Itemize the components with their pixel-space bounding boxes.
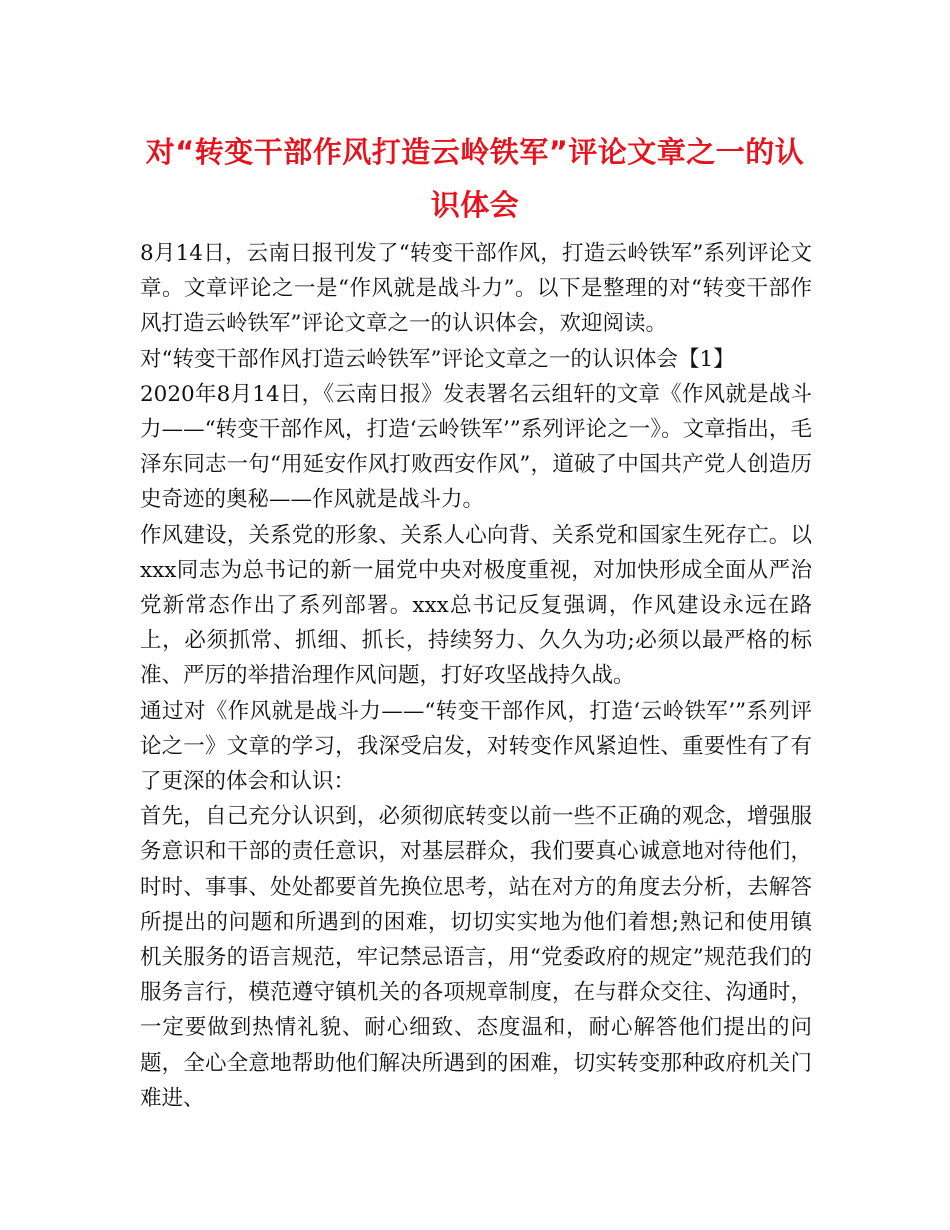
paragraph-work-style: 作风建设，关系党的形象、关系人心向背、关系党和国家生死存亡。以xxx同志为总书记的新一届党中央对极度重视，对加快形成全面从严治党新常态作出了系列部署。xxx总书记反复强调，作风建设永远在路上，必须抓常、抓细、抓长，持续努力、久久为功;必须以最严格的标准、严厉的举措治理作风问题，打好攻坚战持久战。 bbox=[140, 522, 812, 689]
paragraph-learning: 通过对《作风就是战斗力——“转变干部作风，打造‘云岭铁军’”系列评论之一》文章的学习，我深受启发，对转变作风紧迫性、重要性有了有了更深的体会和认识： bbox=[140, 698, 812, 795]
paragraph-article-summary: 2020年8月14日，《云南日报》发表署名云组轩的文章《作风就是战斗力——“转变干部作风，打造‘云岭铁军’”系列评论之一》。文章指出，毛泽东同志一句“用延安作风打败西安作风”，道破了中国共产党人创造历史奇迹的奥秘——作风就是战斗力。 bbox=[140, 381, 812, 513]
document-body bbox=[140, 236, 812, 1116]
document-title: 对“转变干部作风打造云岭铁军”评论文章之一的认识体会 bbox=[145, 135, 805, 222]
paragraph-subheading: 对“转变干部作风打造云岭铁军”评论文章之一的认识体会【1】 bbox=[140, 346, 735, 372]
paragraph-intro: 8月14日，云南日报刊发了“转变干部作风，打造云岭铁军”系列评论文章。文章评论之一是“作风就是战斗力”。以下是整理的对“转变干部作风打造云岭铁军”评论文章之一的认识体会，欢迎阅读。 bbox=[140, 241, 812, 337]
paragraph-first-point: 首先，自己充分认识到，必须彻底转变以前一些不正确的观念，增强服务意识和干部的责任意识，对基层群众，我们要真心诚意地对待他们，时时、事事、处处都要首先换位思考，站在对方的角度去分析，去解答所提出的问题和所遇到的困难，切切实实地为他们着想;熟记和使用镇机关服务的语言规范，牢记禁忌语言，用“党委政府的规定”规范我们的服务言行，模范遵守镇机关的各项规章制度，在与群众交往、沟通时，一定要做到热情礼貌、耐心细致、态度温和，耐心解答他们提出的问题，全心全意地帮助他们解决所遇到的困难，切实转变那种政府机关门难进、 bbox=[140, 804, 812, 1111]
